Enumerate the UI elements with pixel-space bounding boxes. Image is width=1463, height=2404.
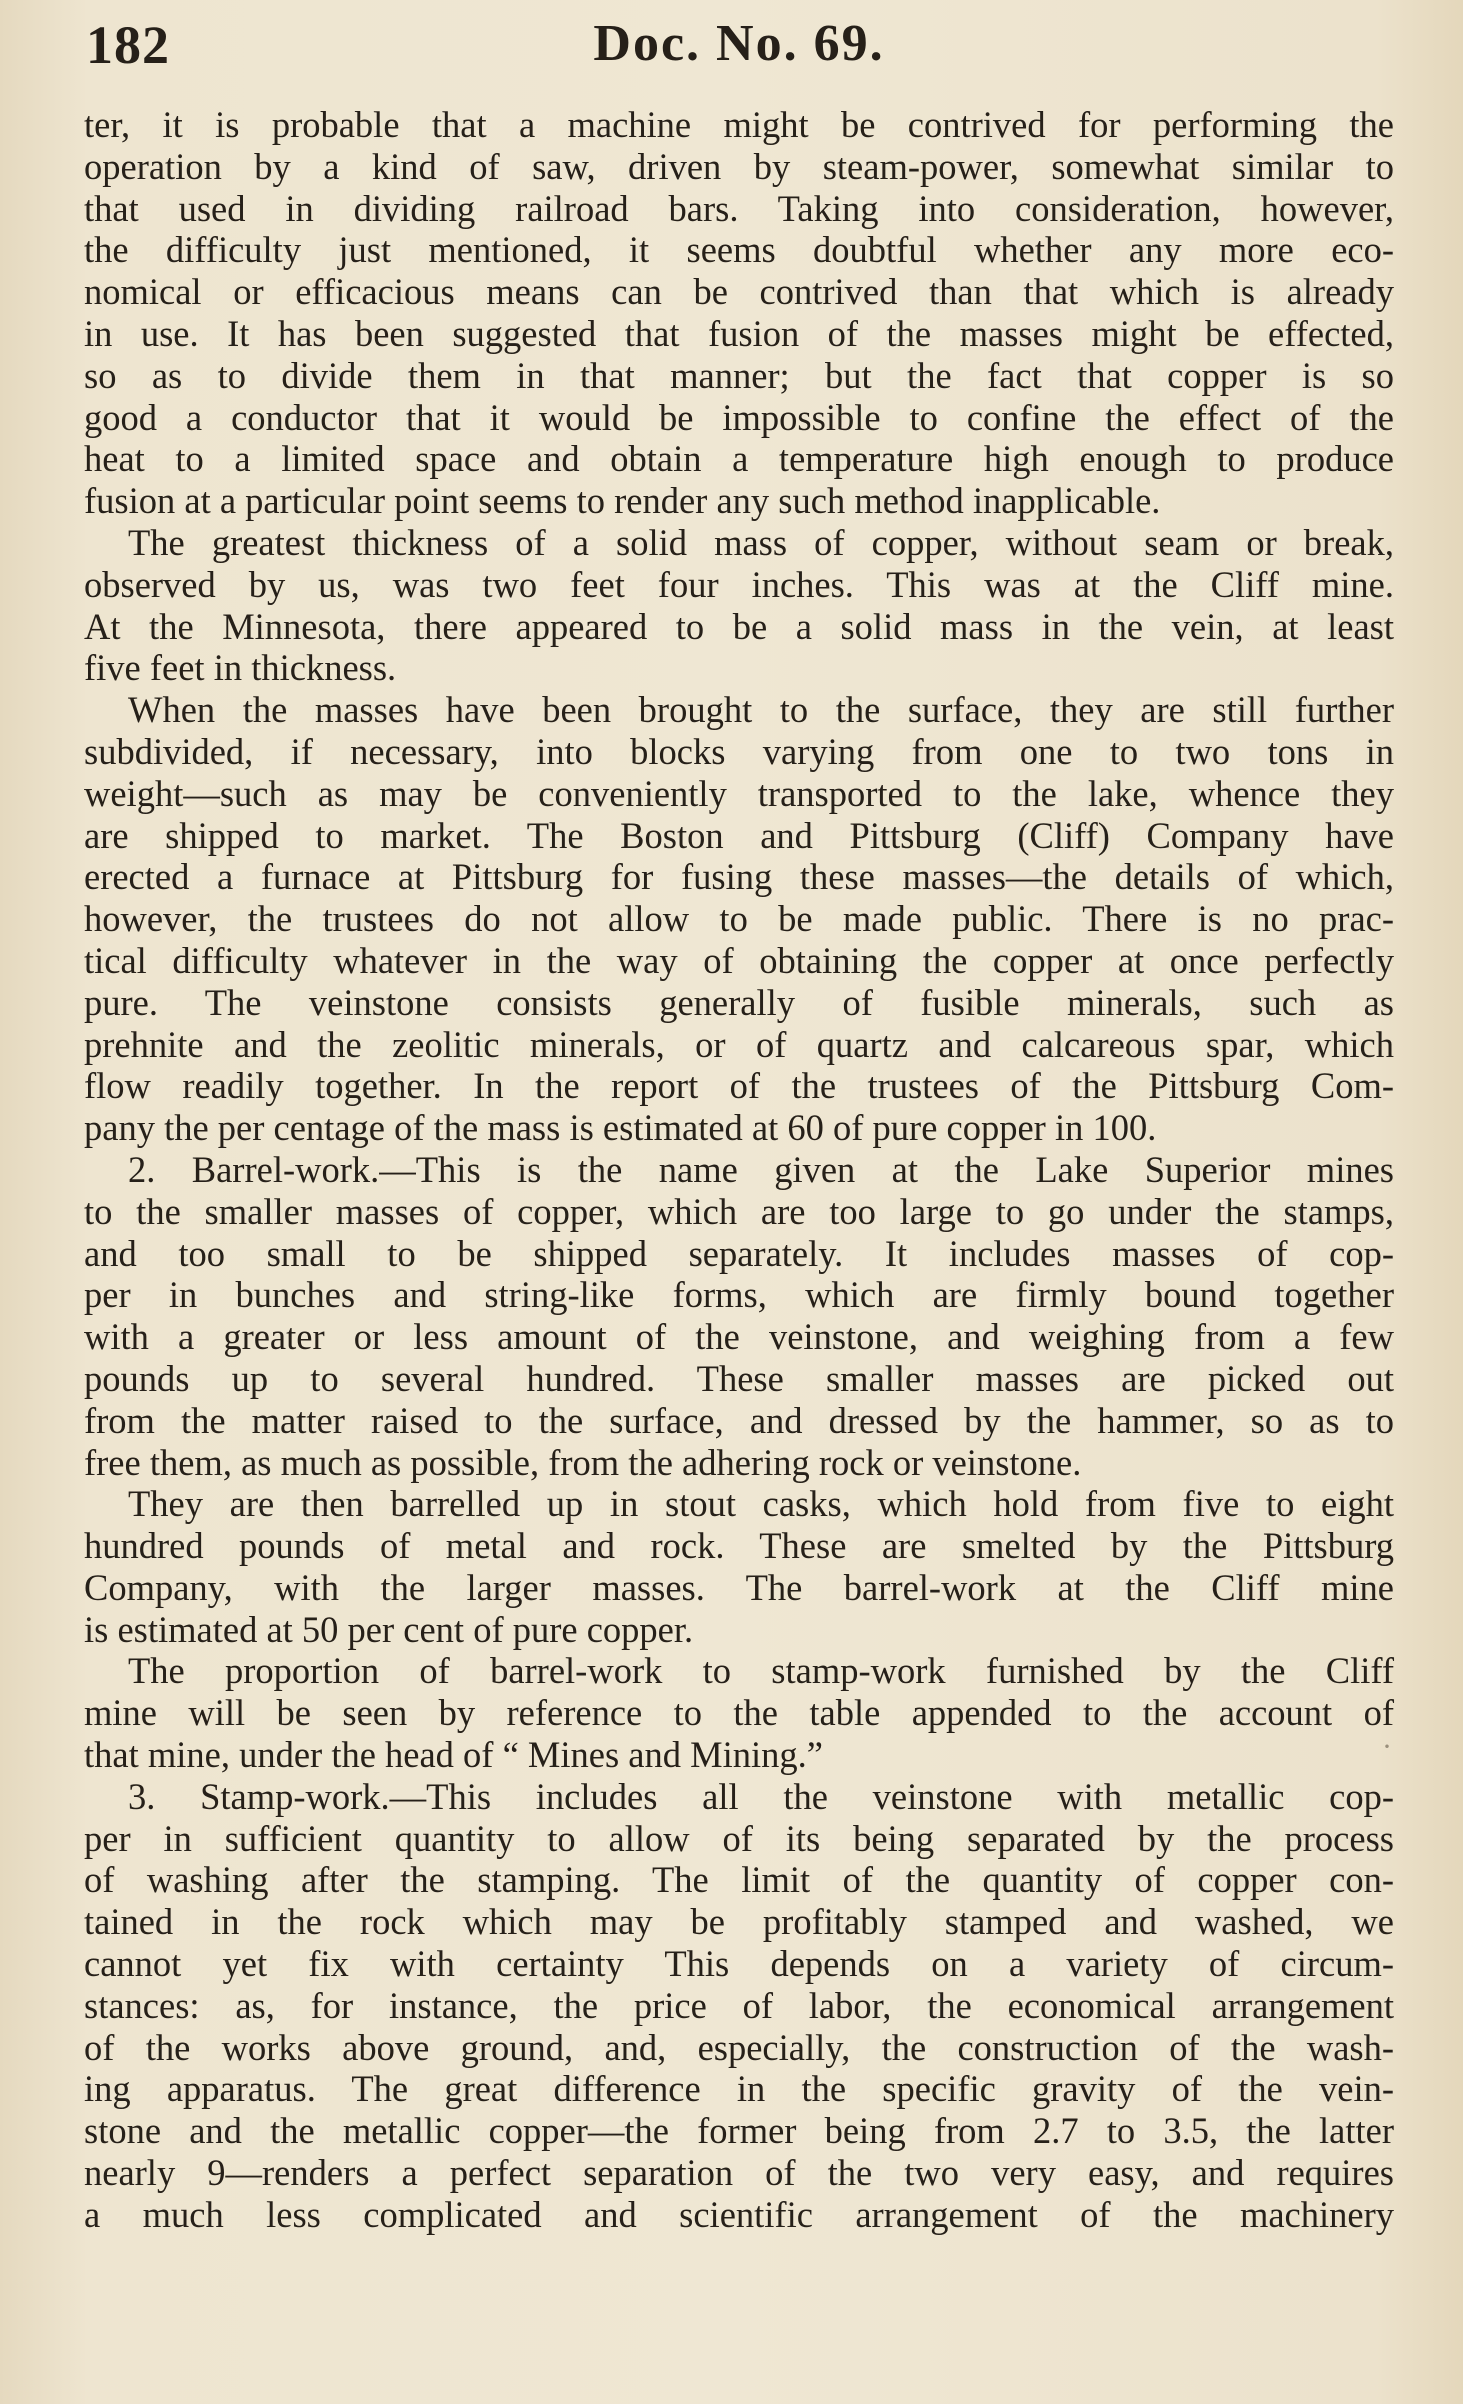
- text-line: fusion at a particular point seems to render any such method inapplicable.: [84, 480, 1161, 522]
- text-line: stances: as, for instance, the price of labor, the economical arrangement: [84, 1984, 1394, 2026]
- text-line: with a greater or less amount of the veinstone, and weighing from a few: [84, 1316, 1394, 1358]
- text-line: cannot yet fix with certainty This depends on a variety of circum-: [84, 1943, 1394, 1985]
- text-line: 2. Barrel-work.—This is the name given at the Lake Superior mines: [128, 1148, 1394, 1190]
- text-line: however, the trustees do not allow to be made public. There is no prac-: [84, 898, 1394, 940]
- body-text: [84, 104, 1394, 2236]
- text-line: five feet in thickness.: [84, 647, 397, 689]
- text-line: from the matter raised to the surface, and dressed by the hammer, so as to: [84, 1399, 1394, 1441]
- text-line: subdivided, if necessary, into blocks varying from one to two tons in: [84, 730, 1394, 772]
- text-line: of the works above ground, and, especially, the construction of the wash-: [84, 2026, 1394, 2068]
- text-line: of washing after the stamping. The limit of the quantity of copper con-: [84, 1859, 1394, 1901]
- text-line: nearly 9—renders a perfect separation of the two very easy, and requires: [84, 2152, 1394, 2194]
- text-line: nomical or efficacious means can be contrived than that which is already: [84, 271, 1394, 313]
- text-line: tained in the rock which may be profitably stamped and washed, we: [84, 1901, 1394, 1943]
- text-line: a much less complicated and scientific arrangement of the machinery: [84, 2193, 1394, 2235]
- text-line: good a conductor that it would be impossible to confine the effect of the: [84, 396, 1394, 438]
- text-line: per in sufficient quantity to allow of its being separated by the process: [84, 1817, 1394, 1859]
- stray-mark: ·: [1382, 1730, 1392, 1763]
- text-line: weight—such as may be conveniently transported to the lake, whence they: [84, 772, 1394, 814]
- text-line: hundred pounds of metal and rock. These are smelted by the Pittsburg: [84, 1525, 1394, 1567]
- text-line: The greatest thickness of a solid mass of copper, without seam or break,: [128, 521, 1394, 563]
- text-line: operation by a kind of saw, driven by steam-power, somewhat similar to: [84, 145, 1394, 187]
- text-line: At the Minnesota, there appeared to be a solid mass in the vein, at least: [84, 605, 1394, 647]
- text-line: the difficulty just mentioned, it seems doubtful whether any more eco-: [84, 229, 1394, 271]
- text-line: heat to a limited space and obtain a temperature high enough to produce: [84, 438, 1394, 480]
- text-line: ing apparatus. The great difference in the specific gravity of the vein-: [84, 2068, 1394, 2110]
- text-line: is estimated at 50 per cent of pure copper.: [84, 1608, 694, 1650]
- text-line: flow readily together. In the report of the trustees of the Pittsburg Com-: [84, 1065, 1394, 1107]
- page-header: [84, 14, 1394, 84]
- text-line: erected a furnace at Pittsburg for fusing these masses—the details of which,: [84, 856, 1394, 898]
- page-number: 182: [86, 15, 170, 75]
- text-line: mine will be seen by reference to the table appended to the account of: [84, 1692, 1394, 1734]
- text-line: pounds up to several hundred. These smaller masses are picked out: [84, 1357, 1394, 1399]
- text-line: tical difficulty whatever in the way of obtaining the copper at once perfectly: [84, 939, 1394, 981]
- text-line: observed by us, was two feet four inches. This was at the Cliff mine.: [84, 563, 1394, 605]
- text-line: stone and the metallic copper—the former being from 2.7 to 3.5, the latter: [84, 2110, 1394, 2152]
- text-line: are shipped to market. The Boston and Pittsburg (Cliff) Company have: [84, 814, 1394, 856]
- text-line: prehnite and the zeolitic minerals, or of quartz and calcareous spar, which: [84, 1023, 1394, 1065]
- text-line: that mine, under the head of “ Mines and Mining.”: [84, 1734, 823, 1776]
- text-line: per in bunches and string-like forms, which are firmly bound together: [84, 1274, 1394, 1316]
- text-line: and too small to be shipped separately. It includes masses of cop-: [84, 1232, 1394, 1274]
- text-line: in use. It has been suggested that fusion of the masses might be effected,: [84, 312, 1394, 354]
- text-line: pany the per centage of the mass is estimated at 60 of pure copper in 100.: [84, 1107, 1157, 1149]
- text-line: ter, it is probable that a machine might be contrived for performing the: [84, 104, 1394, 145]
- text-line: free them, as much as possible, from the adhering rock or veinstone.: [84, 1441, 1082, 1483]
- text-line: The proportion of barrel-work to stamp-work furnished by the Cliff: [128, 1650, 1394, 1692]
- text-line: to the smaller masses of copper, which are too large to go under the stamps,: [84, 1190, 1394, 1232]
- text-line: When the masses have been brought to the surface, they are still further: [128, 689, 1394, 731]
- text-line: 3. Stamp-work.—This includes all the veinstone with metallic cop-: [128, 1775, 1394, 1817]
- text-line: pure. The veinstone consists generally of fusible minerals, such as: [84, 981, 1394, 1023]
- document-reference: Doc. No. 69.: [593, 15, 885, 72]
- text-line: that used in dividing railroad bars. Taking into consideration, however,: [84, 187, 1394, 229]
- text-line: so as to divide them in that manner; but the fact that copper is so: [84, 354, 1394, 396]
- text-line: Company, with the larger masses. The barrel-work at the Cliff mine: [84, 1566, 1394, 1608]
- text-line: They are then barrelled up in stout casks, which hold from five to eight: [128, 1483, 1394, 1525]
